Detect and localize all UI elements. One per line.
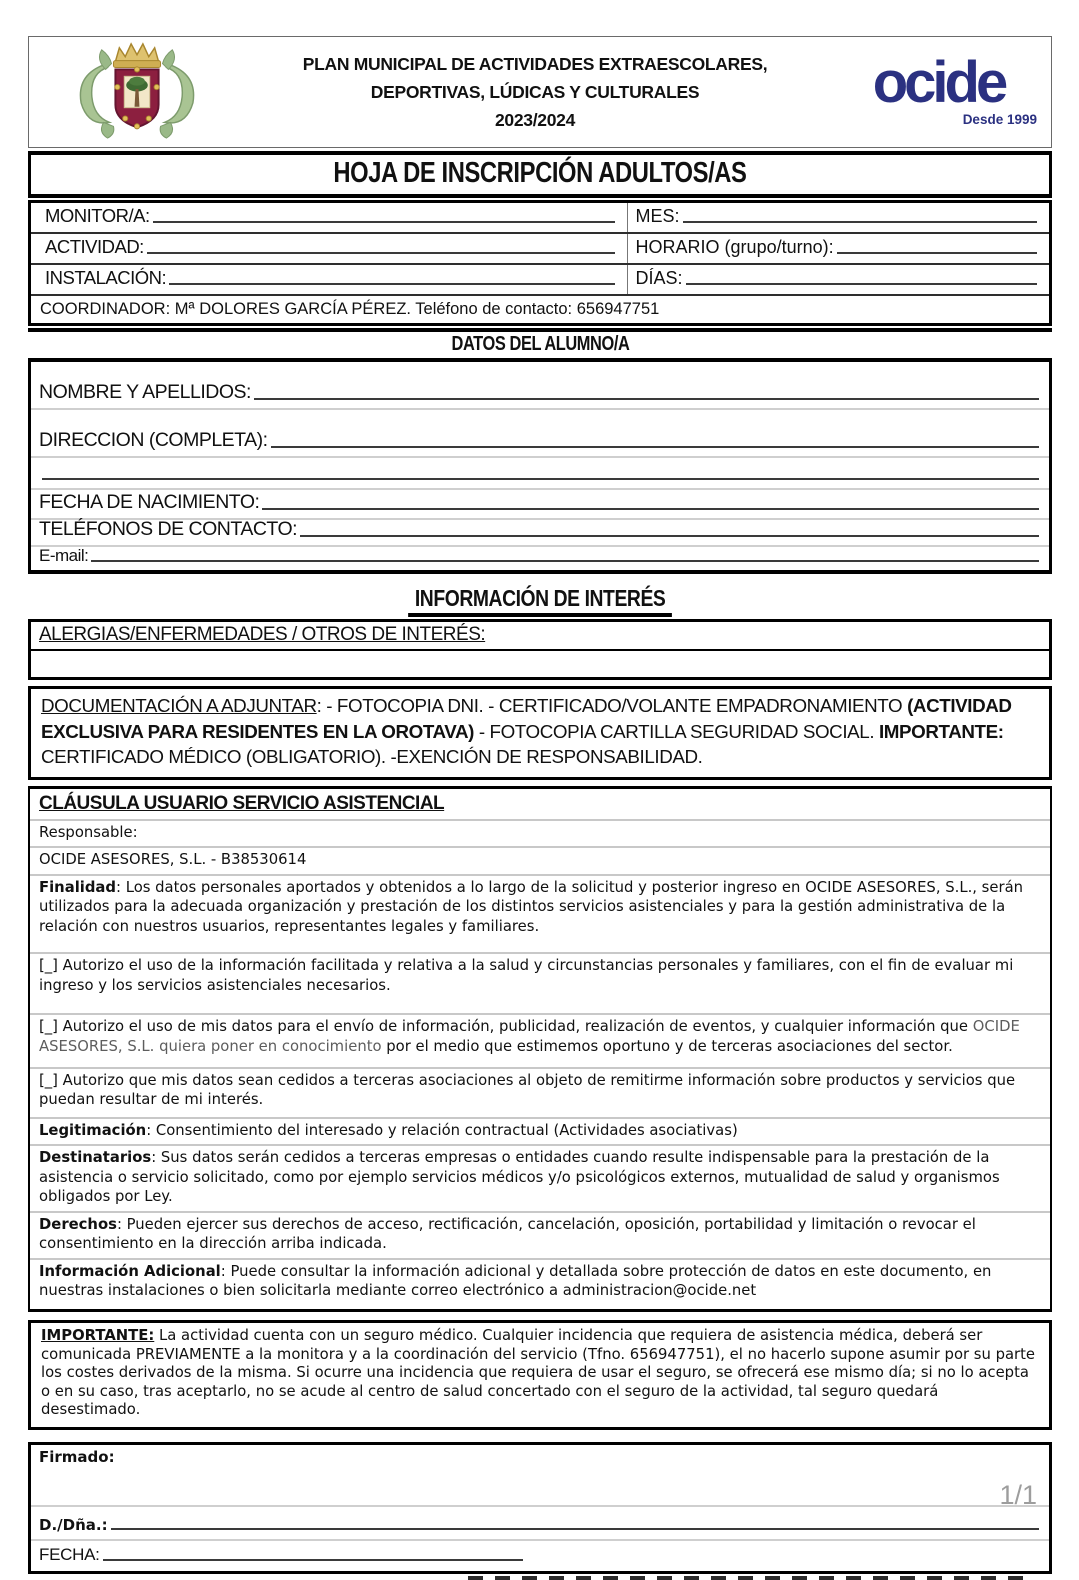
finalidad-text: : Los datos personales aportados y obtenidos a lo largo de la solicitud y posterior ingreso en OCIDE ASESORES, S.L., serán utilizados para la adecuada organización y prestación de los distintos servicios asistenciales y para la gestión administrativa de la relación con nuestros usuarios, representantes legales y familiares. <box>39 878 1024 935</box>
direccion-input-line-2[interactable] <box>42 478 1039 480</box>
legitimacion-label: Legitimación <box>39 1121 147 1139</box>
nombre-input-line[interactable] <box>254 398 1039 400</box>
legitimacion-text: : Consentimiento del interesado y relación contractual (Actividades asociativas) <box>146 1121 738 1139</box>
ocide-logo-text: ocide <box>872 50 1005 116</box>
clause-title: CLÁUSULA USUARIO SERVICIO ASISTENCIAL <box>30 789 1050 821</box>
marketing-checkbox[interactable]: [_] <box>39 1018 58 1036</box>
firmado-area[interactable] <box>31 1445 1049 1507</box>
info-adicional-label: Información Adicional <box>39 1262 221 1280</box>
email-row <box>31 547 1049 570</box>
authorization-text-2b: OCIDE ASESORES, S.L. quiera poner en conocimiento <box>39 1018 1020 1056</box>
nombre-row <box>31 362 1049 410</box>
actividad-label: ACTIVIDAD: <box>45 236 144 257</box>
page-number: 1/1 <box>999 1480 1037 1510</box>
document-header <box>28 36 1052 148</box>
form-title-bar <box>28 151 1052 198</box>
dias-label: DÍAS: <box>635 268 683 288</box>
documentation-bold-2: IMPORTANTE: <box>878 720 1004 742</box>
allergies-box <box>28 619 1052 680</box>
derechos-row <box>30 1213 1050 1260</box>
allergies-label: ALERGIAS/ENFERMEDADES / OTROS DE INTERÉS: <box>39 624 486 645</box>
activity-fields-table <box>28 200 1052 326</box>
nombre-label: NOMBRE Y APELLIDOS: <box>39 381 251 403</box>
mes-label: MES: <box>635 206 680 226</box>
fecha-nacimiento-input-line[interactable] <box>262 508 1039 510</box>
monitor-label: MONITOR/A: <box>45 205 150 226</box>
signature-box <box>28 1442 1052 1574</box>
field-row-instalacion-dias <box>31 265 1049 296</box>
documentation-text-3: CERTIFICADO MÉDICO (OBLIGATORIO). -EXENCIÓN DE RESPONSABILIDAD. <box>41 746 703 768</box>
clause-box <box>28 786 1052 1312</box>
authorization-text-3: Autorizo que mis datos sean cedidos a terceras asociaciones al objeto de remitirme información sobre productos y servicios que puedan resultar de mi interés. <box>39 1071 1016 1109</box>
telefonos-row <box>31 520 1049 547</box>
documentation-text-1: : - FOTOCOPIA DNI. - CERTIFICADO/VOLANTE EMPADRONAMIENTO <box>316 695 908 716</box>
instalacion-input-line[interactable] <box>169 283 614 285</box>
fecha-input-line[interactable] <box>103 1559 523 1561</box>
fecha-label: FECHA: <box>39 1545 100 1565</box>
authorization-text-1: Autorizo el uso de la información facilitada y relativa a la salud y circunstancias personales y familiares, con el fin de evaluar mi ingreso y los servicios asistenciales necesarios. <box>39 957 1014 994</box>
plan-title <box>244 50 826 134</box>
info-adicional-row <box>30 1260 1050 1309</box>
documentation-text-2: - FOTOCOPIA CARTILLA SEGURIDAD SOCIAL. <box>474 720 879 742</box>
cut-line-decoration <box>468 1576 1034 1580</box>
email-label: E-mail: <box>39 546 89 565</box>
horario-input-line[interactable] <box>837 252 1037 254</box>
documentation-bold-1: (ACTIVIDAD EXCLUSIVA PARA RESIDENTES EN LA OROTAVA) <box>41 695 1012 742</box>
destinatarios-row <box>30 1146 1050 1213</box>
direccion-input-line[interactable] <box>271 446 1039 448</box>
field-row-actividad-horario <box>31 234 1049 265</box>
instalacion-label: INSTALACIÓN: <box>45 267 167 288</box>
important-text: La actividad cuenta con un seguro médico. Cualquier incidencia que requiera de asistencia médica, deberá ser comunicada PREVIAMENTE a la monitora y a la coordinación del servicio (Tfno. 656947751), el no hacerlo supone asumir por su parte los costes derivados de la misma. Si ocurre una incidencia que requiera de usar el seguro, se ofrecerá ese mismo día; si no lo acepta o en su caso, tras aceptarlo, no se acude al centro de salud concertado con el seguro de la actividad, tal seguro quedará desestimado. <box>41 1326 1036 1419</box>
plan-title-line1: PLAN MUNICIPAL DE ACTIVIDADES EXTRAESCOLARES, <box>302 54 768 74</box>
la-orotava-crest-logo <box>29 40 244 144</box>
direccion-continuation-row <box>31 458 1049 490</box>
important-notice-box <box>28 1320 1052 1430</box>
field-row-monitor-mes <box>31 203 1049 234</box>
info-section-title: INFORMACIÓN DE INTERÉS <box>408 585 672 617</box>
authorization-row-2 <box>30 1015 1050 1068</box>
finalidad-row <box>30 876 1050 955</box>
fecha-row <box>31 1541 1049 1571</box>
fecha-nacimiento-label: FECHA DE NACIMIENTO: <box>39 491 260 513</box>
derechos-text: : Pueden ejercer sus derechos de acceso, rectificación, cancelación, oposición, portabilidad y limitación o revocar el consentimiento en la dirección arriba indicada. <box>39 1215 976 1253</box>
student-section-title: DATOS DEL ALUMNO/A <box>451 333 629 355</box>
telefonos-input-line[interactable] <box>300 535 1039 537</box>
documentation-label: DOCUMENTACIÓN A ADJUNTAR <box>41 695 317 716</box>
allergies-label-row <box>31 622 1049 651</box>
destinatarios-label: Destinatarios <box>39 1149 152 1167</box>
authorization-text-2c: por el medio que estimemos oportuno y de terceras asociaciones del sector. <box>381 1038 953 1056</box>
plan-title-line3: 2023/2024 <box>494 110 576 130</box>
important-label: IMPORTANTE: <box>41 1326 155 1344</box>
ocide-logo <box>826 50 1051 127</box>
direccion-row <box>31 410 1049 458</box>
form-title: HOJA DE INSCRIPCIÓN ADULTOS/AS <box>333 157 747 189</box>
health-info-checkbox[interactable]: [_] <box>39 957 58 975</box>
third-party-checkbox[interactable]: [_] <box>39 1071 58 1089</box>
ocide-logo-tagline: Desde 1999 <box>962 111 1037 127</box>
derechos-label: Derechos <box>39 1215 117 1233</box>
coordinator-info: COORDINADOR: Mª DOLORES GARCÍA PÉREZ. Teléfono de contacto: 656947751 <box>40 300 660 318</box>
student-data-box <box>28 362 1052 574</box>
name-label: D./Dña.: <box>39 1516 108 1535</box>
telefonos-label: TELÉFONOS DE CONTACTO: <box>39 518 298 540</box>
authorization-row-1 <box>30 954 1050 1015</box>
documentation-box <box>28 686 1052 780</box>
plan-title-line2: DEPORTIVAS, LÚDICAS Y CULTURALES <box>370 82 700 102</box>
horario-label: HORARIO (grupo/turno): <box>635 237 834 257</box>
name-input-line[interactable] <box>111 1528 1039 1530</box>
authorization-text-2a: Autorizo el uso de mis datos para el envío de información, publicidad, realización de eventos, y cualquier información que <box>57 1018 973 1036</box>
actividad-input-line[interactable] <box>147 252 615 254</box>
info-adicional-text: : Puede consultar la información adicional y detallada sobre protección de datos en este documento, en nuestras instalaciones o bien solicitarla mediante correo electrónico a administracion@ocide.net <box>39 1262 992 1300</box>
responsable-value-row: OCIDE ASESORES, S.L. - B38530614 <box>30 848 1050 876</box>
finalidad-label: Finalidad <box>39 878 117 896</box>
direccion-label: DIRECCION (COMPLETA): <box>39 429 268 451</box>
info-section-header <box>28 585 1052 617</box>
crest-icon <box>78 40 196 144</box>
destinatarios-text: : Sus datos serán cedidos a terceras empresas o entidades cuando resulte indispensable para la prestación de la asistencia o servicio solicitado, como por ejemplo servicios médicos y/o psicológicos externos, mutualidad de salud y organismos obligados por Ley. <box>39 1149 1000 1206</box>
fecha-nacimiento-row <box>31 490 1049 520</box>
allergies-input-area[interactable] <box>31 651 1049 677</box>
email-input-line[interactable] <box>91 560 1039 562</box>
mes-input-line[interactable] <box>683 221 1037 223</box>
student-section-header <box>28 328 1052 362</box>
monitor-input-line[interactable] <box>153 221 615 223</box>
authorization-row-3 <box>30 1069 1050 1119</box>
legitimacion-row <box>30 1119 1050 1147</box>
responsable-label-row: Responsable: <box>30 821 1050 849</box>
name-row <box>31 1507 1049 1541</box>
dias-input-line[interactable] <box>686 283 1037 285</box>
firmado-label: Firmado: <box>39 1448 115 1467</box>
